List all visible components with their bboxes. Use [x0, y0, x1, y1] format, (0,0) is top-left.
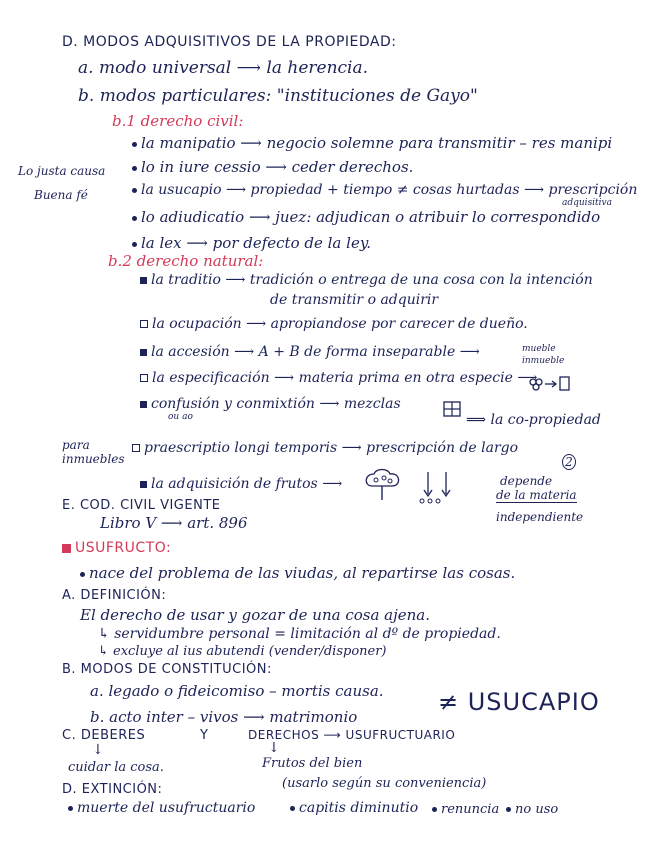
line-modos-particulares: b. modos particulares: "instituciones de Gayo"	[78, 86, 478, 106]
subheading-derecho-civil: b.1 derecho civil:	[112, 112, 244, 130]
bullet-dot	[290, 806, 295, 811]
line-cuidar-cosa: cuidar la cosa.	[68, 760, 164, 775]
note-adquisitiva: adquisitiva	[562, 198, 613, 208]
item-especificacion: la especificación ⟶ materia prima en otra especie ⟶	[140, 370, 537, 386]
heading-extincion: D. EXTINCIÓN:	[62, 782, 163, 797]
heading-usufructo: USUFRUCTO:	[62, 540, 171, 556]
grapes-to-wine-sketch	[525, 372, 575, 394]
item-in-iure-cessio: lo in iure cessio ⟶ ceder derechos.	[132, 158, 413, 176]
arrow-down-right-icon: ↳	[98, 644, 114, 659]
bullet-dot	[68, 806, 73, 811]
line-legado: a. legado o fideicomiso – mortis causa.	[90, 682, 384, 700]
item-adiudicatio: lo adiudicatio ⟶ juez: adjudican o atribuir lo correspondido	[132, 208, 600, 226]
item-renuncia: renuncia	[432, 802, 499, 817]
heading-deberes: C. DEBERES	[62, 728, 146, 743]
line-usarlo: (usarlo según su conveniencia)	[282, 776, 487, 791]
line-definicion: El derecho de usar y gozar de una cosa ajena.	[80, 606, 431, 624]
bullet-square-open	[140, 320, 148, 328]
note-mueble: mueble	[522, 344, 556, 354]
note-ou-ao: ou ao	[168, 412, 193, 422]
mixture-sketch	[442, 400, 464, 420]
item-capitis: capitis diminutio	[290, 800, 418, 816]
bullet-dot	[432, 807, 437, 812]
heading-modos-adquisitivos: D. MODOS ADQUISITIVOS DE LA PROPIEDAD:	[62, 34, 397, 50]
circled-number: 2	[562, 454, 576, 470]
heading-modos-constitucion: B. MODOS DE CONSTITUCIÓN:	[62, 662, 272, 677]
falling-fruit-sketch	[416, 470, 462, 506]
note-de-la-materia: de la materia	[496, 488, 577, 502]
item-praescriptio: praescriptio longi temporis ⟶ prescripción de largo	[132, 440, 518, 456]
item-no-uso: no uso	[506, 802, 558, 817]
bullet-square	[140, 277, 147, 284]
item-usucapio: la usucapio ⟶ propiedad + tiempo ≠ cosas hurtadas ⟶ prescripción	[132, 182, 637, 198]
item-confusion: confusión y conmixtión ⟶ mezclas	[140, 396, 401, 412]
line-excluye: ↳ excluye al ius abutendi (vender/disponer)	[98, 644, 387, 659]
item-muerte: muerte del usufructuario	[68, 800, 255, 816]
bullet-dot	[506, 807, 511, 812]
item-accesion: la accesión ⟶ A + B de forma inseparable ⟶	[140, 344, 480, 360]
line-servidumbre: ↳ servidumbre personal = limitación al dº de propiedad.	[98, 626, 501, 642]
bullet-square-open	[140, 374, 148, 382]
line-frutos-bien: Frutos del bien	[262, 756, 363, 771]
margin-note-buena-fe: Buena fé	[34, 188, 88, 202]
item-traditio: la traditio ⟶ tradición o entrega de una cosa con la intención	[140, 272, 593, 288]
bullet-square	[140, 481, 147, 488]
note-depende: depende	[500, 474, 553, 488]
item-traditio-cont: de transmitir o adquirir	[270, 292, 439, 308]
margin-note-justa-causa: Lo justa causa	[18, 164, 106, 178]
arrow-down-derechos: ↓	[268, 740, 280, 756]
heading-derechos: DERECHOS ⟶ USUFRUCTUARIO	[248, 728, 456, 742]
item-lex: la lex ⟶ por defecto de la ley.	[132, 234, 371, 252]
heading-y: Y	[200, 728, 209, 743]
item-copropiedad: ⟹ la co-propiedad	[466, 412, 601, 428]
margin-note-inmuebles: inmuebles	[62, 452, 125, 466]
arrow-down-right-icon: ↳	[98, 626, 115, 642]
note-inmueble: inmueble	[522, 356, 565, 366]
side-note-usucapio: ≠ USUCAPIO	[438, 688, 600, 716]
fruit-tree-sketch	[362, 468, 410, 504]
bullet-dot	[132, 142, 137, 147]
item-manipatio: la manipatio ⟶ negocio solemne para transmitir – res manipi	[132, 134, 612, 152]
line-modo-universal: a. modo universal ⟶ la herencia.	[78, 58, 369, 78]
item-adquisicion-frutos: la adquisición de frutos ⟶	[140, 476, 342, 492]
bullet-dot	[132, 166, 137, 171]
item-ocupacion: la ocupación ⟶ apropiandose por carecer de dueño.	[140, 316, 528, 332]
bullet-square	[140, 349, 147, 356]
line-nace-problema: nace del problema de las viudas, al repartirse las cosas.	[80, 564, 515, 582]
bullet-square	[140, 401, 147, 408]
margin-note-para: para	[62, 438, 90, 452]
bullet-dot	[132, 242, 137, 247]
arrow-down-deberes: ↓	[92, 742, 104, 758]
line-libro-v: Libro V ⟶ art. 896	[100, 514, 248, 532]
heading-cod-civil: E. COD. CIVIL VIGENTE	[62, 498, 221, 513]
subheading-derecho-natural: b.2 derecho natural:	[108, 252, 264, 270]
note-independiente: independiente	[496, 510, 584, 524]
bullet-dot	[132, 216, 137, 221]
heading-definicion: A. DEFINICIÓN:	[62, 588, 167, 603]
bullet-dot	[80, 572, 85, 577]
bullet-square-red	[62, 544, 71, 553]
bullet-square-open	[132, 444, 140, 452]
bullet-dot	[132, 188, 137, 193]
line-acto-inter-vivos: b. acto inter – vivos ⟶ matrimonio	[90, 708, 358, 726]
